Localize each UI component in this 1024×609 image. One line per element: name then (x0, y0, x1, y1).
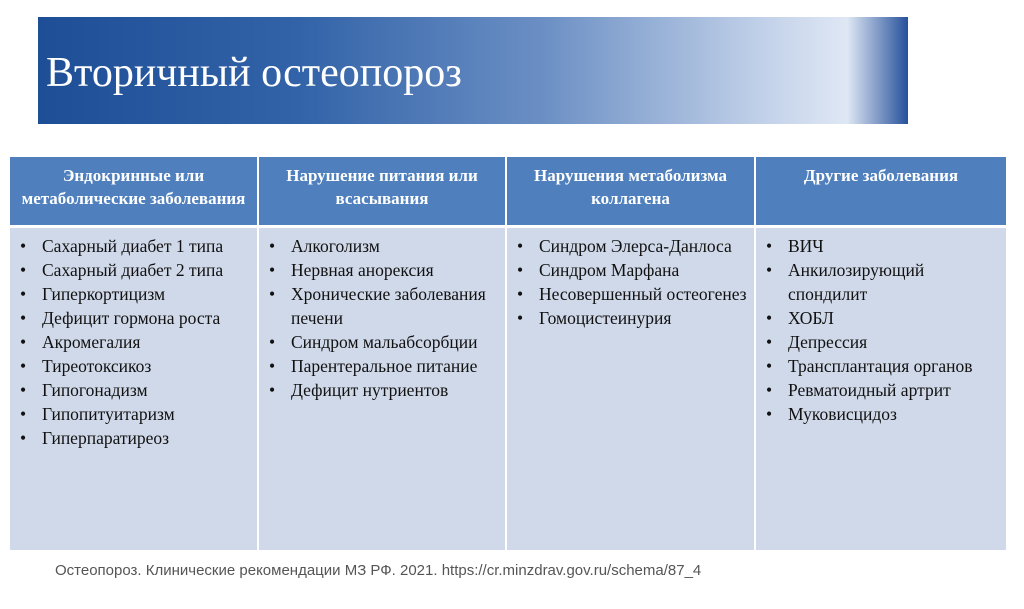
column-header-collagen: Нарушения метаболизма коллагена (506, 157, 755, 226)
list-item: • Тиреотоксикоз (18, 354, 253, 378)
table-header-row (10, 157, 1006, 226)
column-cell-endocrine (10, 226, 258, 550)
collagen-list (515, 234, 750, 330)
list-item: • Нервная анорексия (267, 258, 501, 282)
list-item: • Парентеральное питание (267, 354, 501, 378)
endocrine-list (18, 234, 253, 450)
list-item: • ХОБЛ (764, 306, 1002, 330)
list-item: • Сахарный диабет 1 типа (18, 234, 253, 258)
title-banner (38, 17, 908, 124)
column-cell-other (755, 226, 1006, 550)
column-cell-collagen (506, 226, 755, 550)
list-item: • Гиперпаратиреоз (18, 426, 253, 450)
list-item: • Трансплантация органов (764, 354, 1002, 378)
classification-table (10, 157, 1006, 550)
nutrition-list (267, 234, 501, 402)
column-header-nutrition: Нарушение питания или всасывания (258, 157, 506, 226)
list-item: • Акромегалия (18, 330, 253, 354)
column-cell-nutrition (258, 226, 506, 550)
list-item: • Синдром мальабсорбции (267, 330, 501, 354)
list-item: • Гомоцистеинурия (515, 306, 750, 330)
other-list (764, 234, 1002, 426)
column-header-other: Другие заболевания (755, 157, 1006, 226)
list-item: • Алкоголизм (267, 234, 501, 258)
list-item: • Дефицит нутриентов (267, 378, 501, 402)
list-item: • ВИЧ (764, 234, 1002, 258)
page-title: Вторичный остеопороз (46, 50, 462, 96)
list-item: • Сахарный диабет 2 типа (18, 258, 253, 282)
list-item: • Синдром Элерса-Данлоса (515, 234, 750, 258)
list-item: • Гипопитуитаризм (18, 402, 253, 426)
list-item: • Муковисцидоз (764, 402, 1002, 426)
table-body-row (10, 226, 1006, 550)
list-item: • Дефицит гормона роста (18, 306, 253, 330)
list-item: • Депрессия (764, 330, 1002, 354)
list-item: • Гиперкортицизм (18, 282, 253, 306)
list-item: • Хронические заболевания печени (267, 282, 501, 330)
source-citation: Остеопороз. Клинические рекомендации МЗ РФ. 2021. https://cr.minzdrav.gov.ru/schema/87_4 (55, 562, 702, 579)
list-item: • Несовершенный остеогенез (515, 282, 750, 306)
list-item: • Синдром Марфана (515, 258, 750, 282)
list-item: • Анкилозирующий спондилит (764, 258, 1002, 306)
column-header-endocrine: Эндокринные или метаболические заболевания (10, 157, 258, 226)
list-item: • Гипогонадизм (18, 378, 253, 402)
list-item: • Ревматоидный артрит (764, 378, 1002, 402)
